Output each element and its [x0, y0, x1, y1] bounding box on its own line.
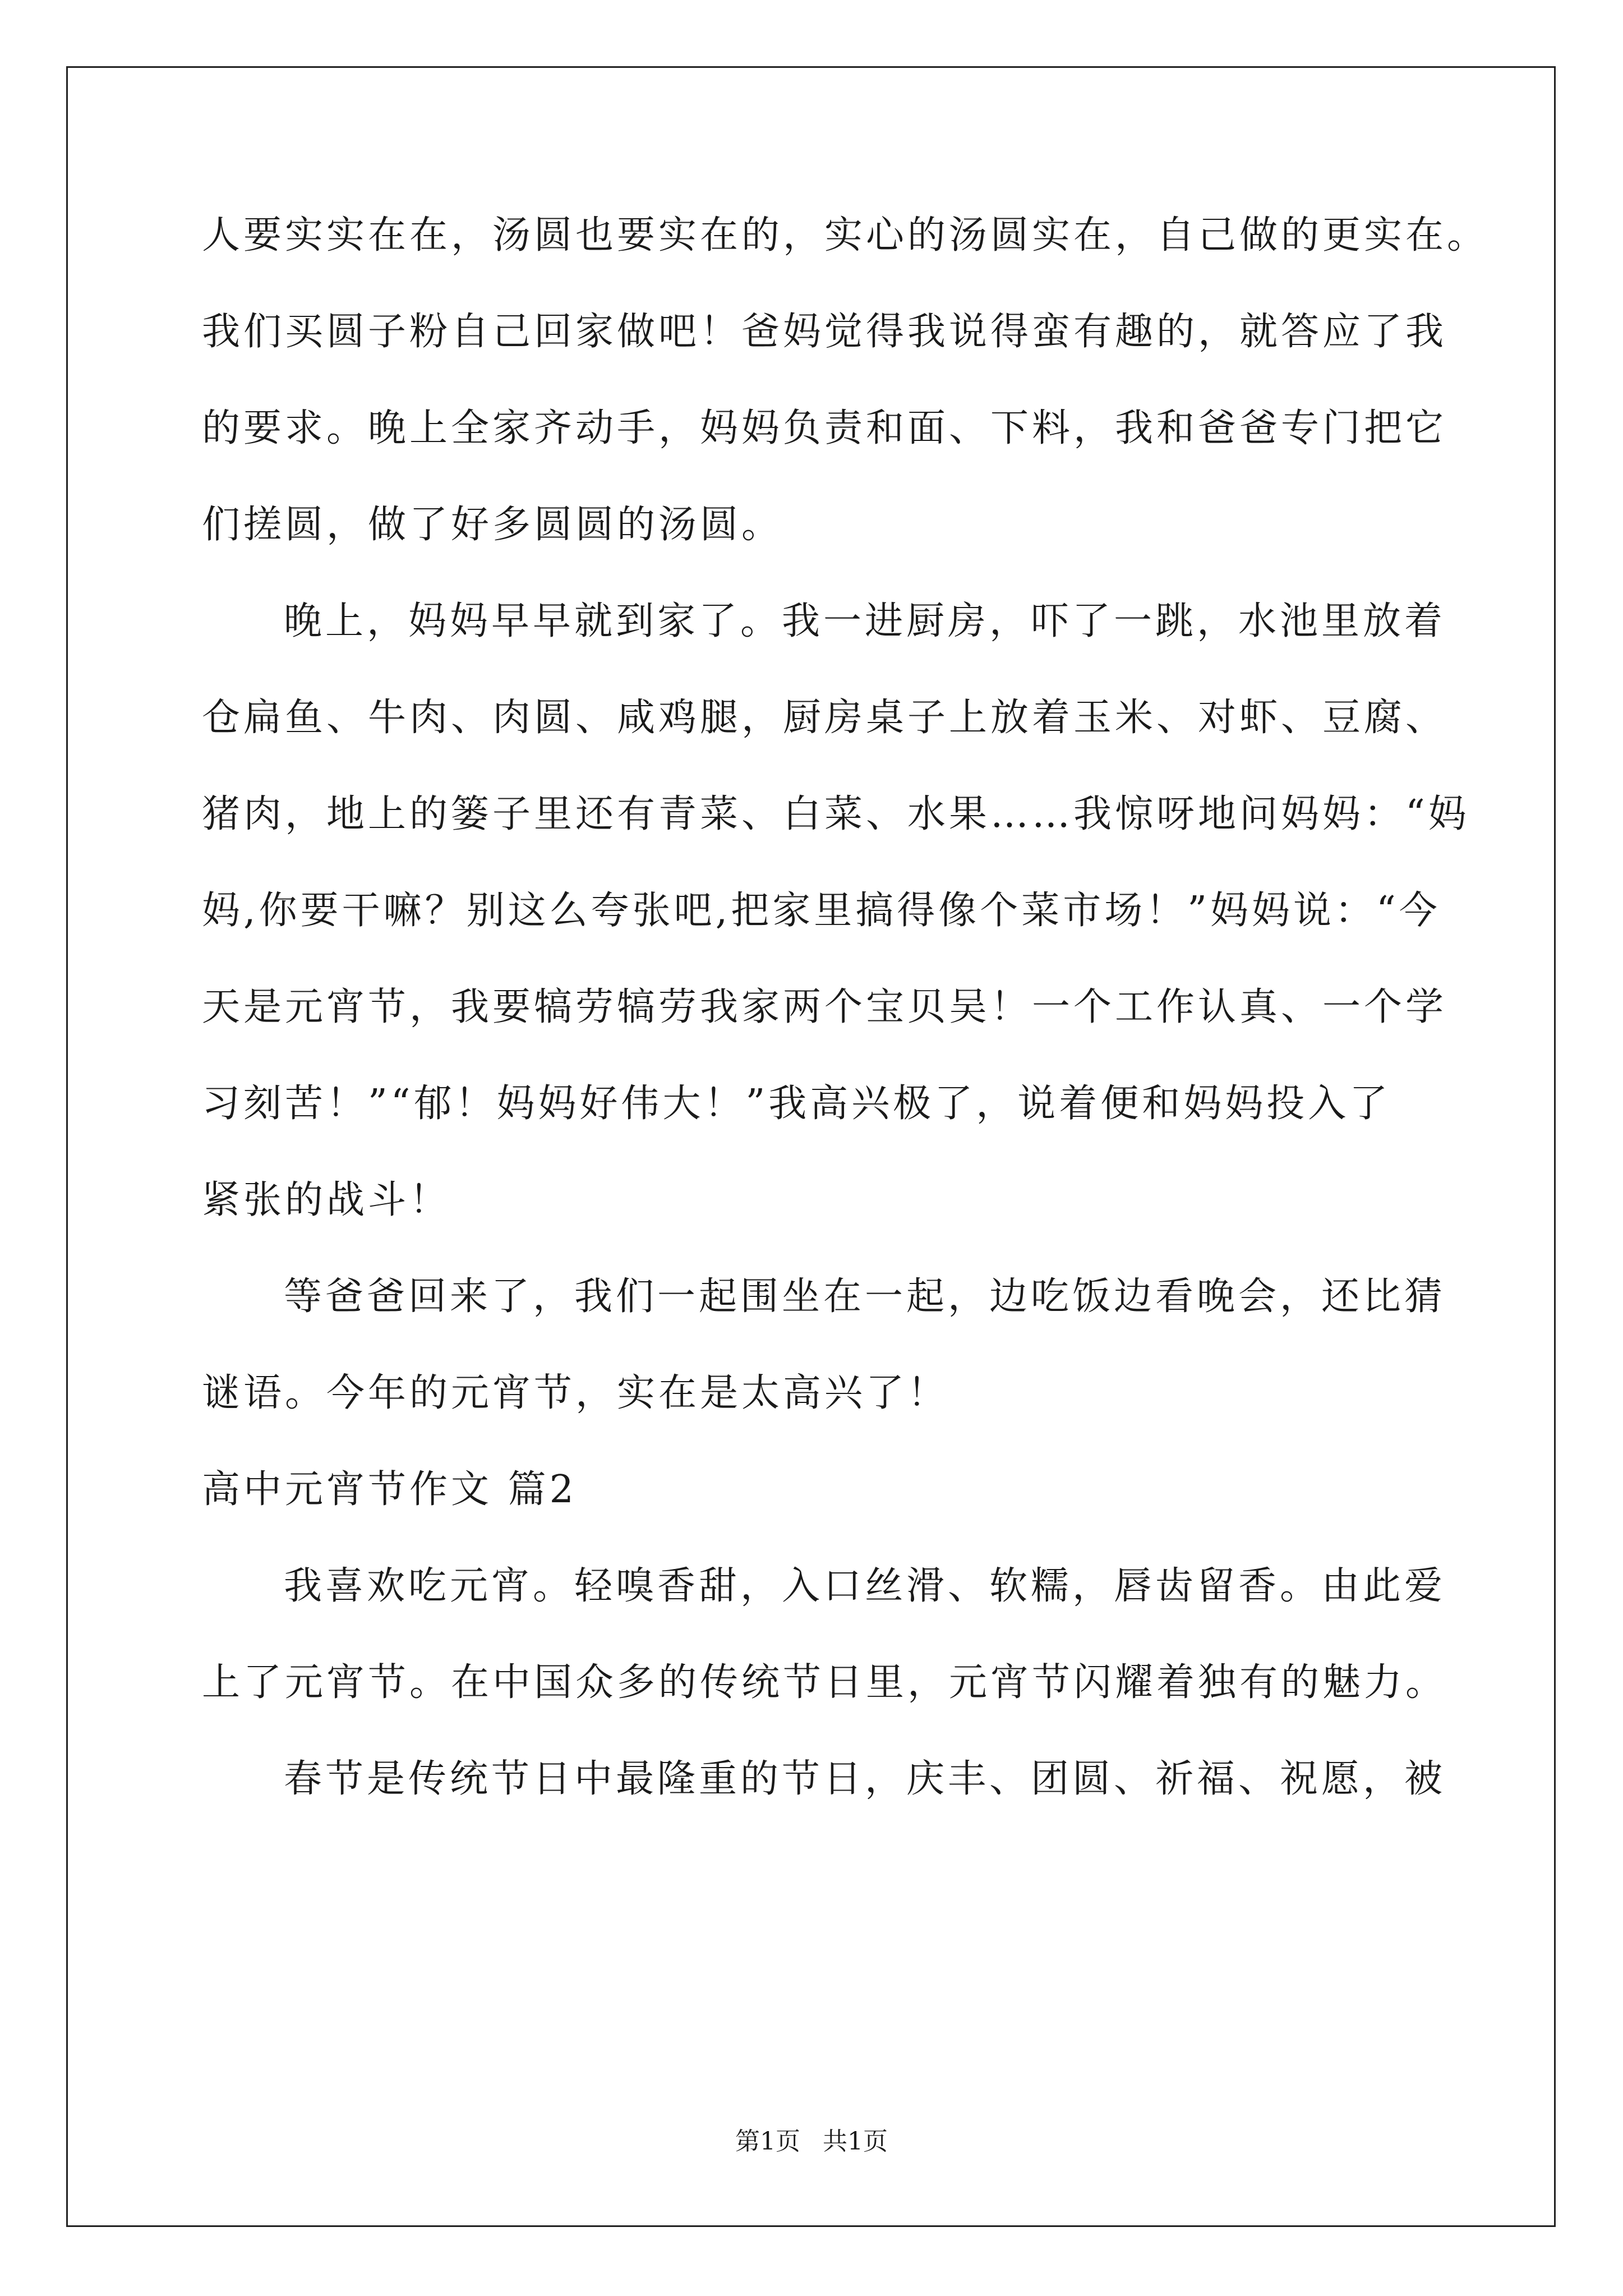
paragraph-first-line: 春节是传统节日中最隆重的节日，庆丰、团圆、祈福、祝愿，被	[284, 1757, 1446, 1801]
text-line: 们搓圆，做了好多圆圆的汤圆。	[202, 503, 783, 547]
text-line: 谜语。今年的元宵节，实在是太高兴了！	[202, 1371, 949, 1415]
section-heading: 高中元宵节作文 篇2	[202, 1467, 577, 1512]
text-line: 人要实实在在，汤圆也要实在的，实心的汤圆实在，自己做的更实在。	[202, 213, 1489, 257]
text-line: 天是元宵节，我要犒劳犒劳我家两个宝贝吴！一个工作认真、一个学	[202, 985, 1447, 1029]
text-line: 仓扁鱼、牛肉、肉圆、咸鸡腿，厨房桌子上放着玉米、对虾、豆腐、	[202, 696, 1447, 740]
page-number-current: 第1页	[735, 2127, 800, 2156]
text-line: 的要求。晚上全家齐动手，妈妈负责和面、下料，我和爸爸专门把它	[202, 406, 1447, 450]
paragraph-first-line: 等爸爸回来了，我们一起围坐在一起，边吃饭边看晚会，还比猜	[284, 1274, 1446, 1319]
text-line: 习刻苦！”“郁！妈妈好伟大！”我高兴极了，说着便和妈妈投入了	[202, 1082, 1391, 1126]
page-frame	[66, 66, 1556, 2227]
text-line: 妈,你要干嘛？别这么夸张吧,把家里搞得像个菜市场！”妈妈说：“今	[202, 889, 1441, 933]
text-line: 上了元宵节。在中国众多的传统节日里，元宵节闪耀着独有的魅力。	[202, 1660, 1447, 1705]
page-number-total: 共1页	[823, 2127, 888, 2156]
paragraph-first-line: 我喜欢吃元宵。轻嗅香甜，入口丝滑、软糯，唇齿留香。由此爱	[284, 1564, 1446, 1608]
text-line: 猪肉，地上的篓子里还有青菜、白菜、水果……我惊呀地问妈妈：“妈	[202, 792, 1470, 836]
paragraph-first-line: 晚上，妈妈早早就到家了。我一进厨房，吓了一跳，水池里放着	[284, 599, 1446, 643]
page-footer	[0, 2125, 1623, 2159]
text-line: 紧张的战斗！	[202, 1178, 451, 1222]
text-line: 我们买圆子粉自己回家做吧！爸妈觉得我说得蛮有趣的，就答应了我	[202, 310, 1447, 354]
